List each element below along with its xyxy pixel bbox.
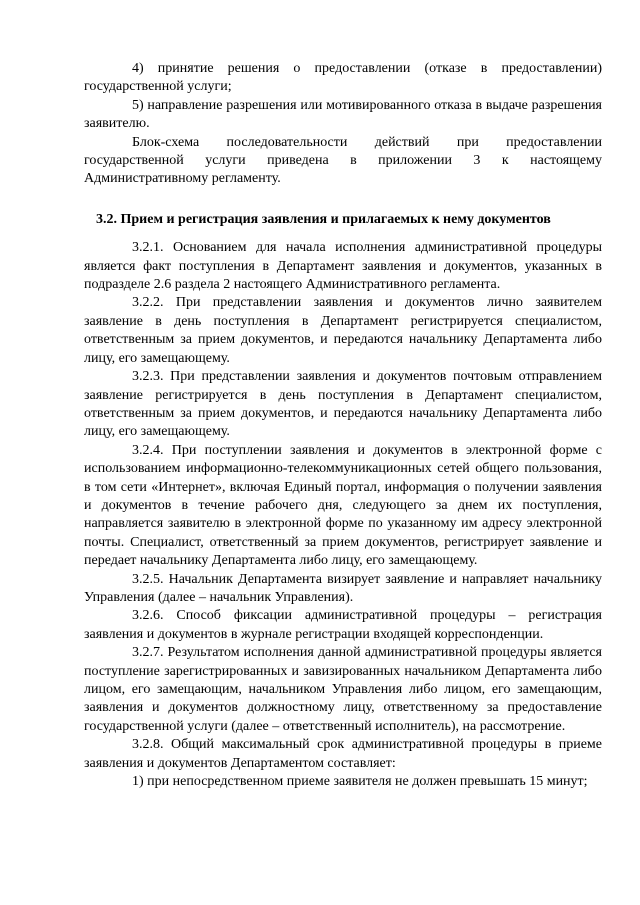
section-paragraph: 3.2.5. Начальник Департамента визирует заявление и направляет начальнику Управления (далее – начальник Управления). bbox=[84, 571, 602, 605]
intro-paragraph: 4) принятие решения о предоставлении (отказе в предоставлении) государственной услуги; bbox=[84, 61, 602, 95]
section-paragraph: 3.2.2. При представлении заявления и документов лично заявителем заявление в день поступления в Департамент регистрируется специалистом, ответственным за прием документов, и передаются начальнику Департамента либо лицу, его замещающему. bbox=[84, 295, 602, 366]
section-paragraph: 3.2.7. Результатом исполнения данной административной процедуры является поступление зарегистрированных и завизированных начальником Департамента либо лицом, его замещающим, начальником Управления либо лицом, его замещающим, заявления и документов должностному лицу, ответственному за предоставление государственной услуги (далее – ответственный исполнитель), на рассмотрение. bbox=[84, 645, 602, 734]
section-paragraph: 3.2.3. При представлении заявления и документов почтовым отправлением заявление регистрируется в день поступления в Департамент специалистом, ответственным за прием документов, и передаются начальнику Департамента либо лицу, его замещающему. bbox=[84, 369, 602, 440]
section-paragraph: 3.2.1. Основанием для начала исполнения административной процедуры является факт поступления в Департамент заявления и документов, указанных в подразделе 2.6 раздела 2 настоящего Административного регламента. bbox=[84, 240, 602, 293]
section-heading: 3.2. Прием и регистрация заявления и прилагаемых к нему документов bbox=[96, 211, 551, 227]
intro-paragraph: 5) направление разрешения или мотивированного отказа в выдаче разрешения заявителю. bbox=[84, 97, 602, 132]
section-paragraph: 3.2.8. Общий максимальный срок административной процедуры в приеме заявления и документов Департаментом составляет: bbox=[84, 737, 602, 771]
section-paragraph: 1) при непосредственном приеме заявителя не должен превышать 15 минут; bbox=[132, 774, 588, 790]
section-paragraph: 3.2.4. При поступлении заявления и документов в электронной форме с использованием информационно-телекоммуникационных сетей общего пользования, в том сети «Интернет», включая Единый портал, информация о получении заявления и документов в течение рабочего дня, следующего за днем их поступления, направляется заявителю в электронной форме по указанному им адресу электронной почты. Специалист, ответственный за прием документов, регистрирует заявление и передает начальнику Департамента либо лицу, его замещающему. bbox=[84, 442, 602, 569]
intro-paragraph: Блок-схема последовательности действий при предоставлении государственной услуги приведена в приложении 3 к настоящему Административному регламенту. bbox=[84, 134, 602, 187]
section-paragraph: 3.2.6. Способ фиксации административной процедуры – регистрация заявления и документов в журнале регистрации входящей корреспонденции. bbox=[84, 608, 602, 642]
document-body bbox=[84, 60, 602, 791]
